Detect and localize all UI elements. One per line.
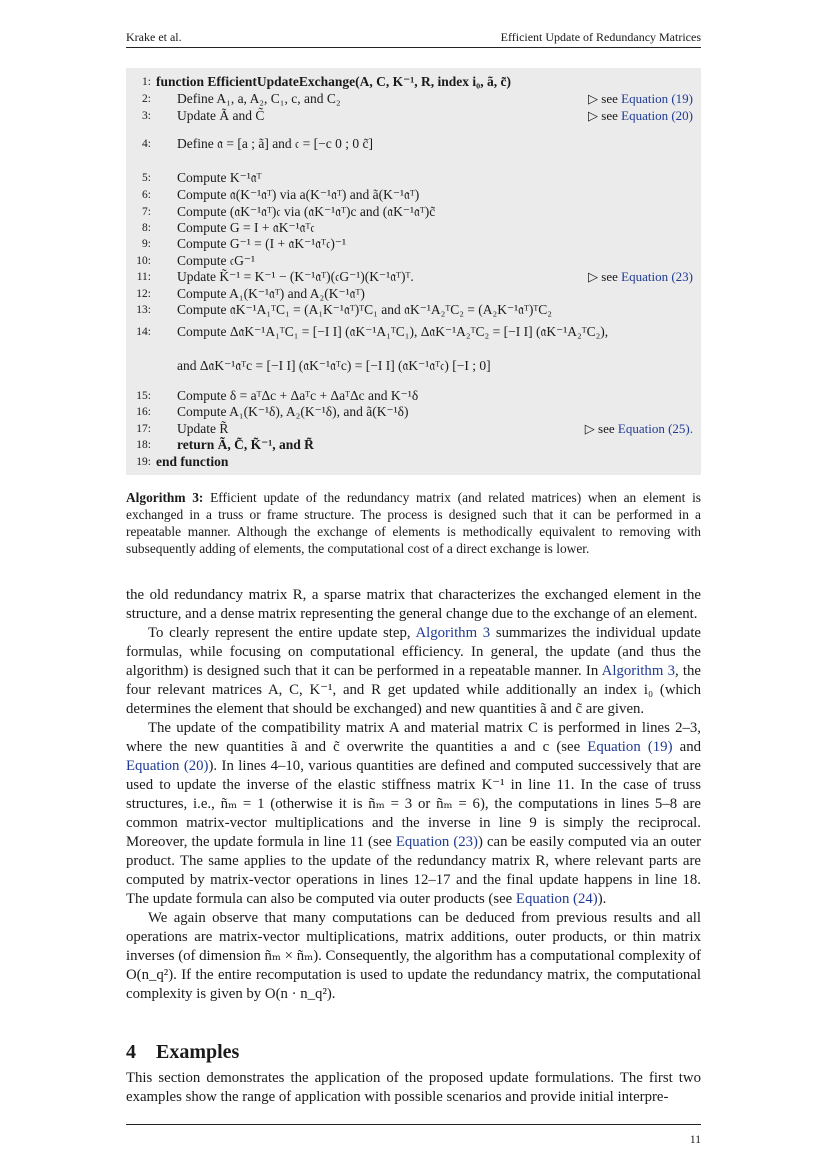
algo-line [126,236,701,252]
algorithm-box [126,68,701,475]
line-code: Compute G⁻¹ = (I + 𝔞K⁻¹𝔞ᵀ𝔠)⁻¹ [177,236,346,251]
algo-line [126,91,701,107]
algo-line [126,253,701,269]
line-code: Update R̃ [177,421,229,436]
section-number: 4 [126,1041,136,1063]
footer-rule [126,1124,701,1125]
equation-link[interactable]: Equation (25). [617,421,693,436]
algo-line [126,388,701,404]
algorithm-link[interactable]: Algorithm 3 [601,663,675,679]
running-header [126,30,701,48]
algo-line [126,421,701,437]
line-number: 16: [136,406,151,418]
algo-line [126,136,701,152]
line-code: and Δ𝔞K⁻¹𝔞ᵀc = [−I I] (𝔞K⁻¹𝔞ᵀc) = [−I I] (𝔞K⁻¹𝔞ᵀ𝔠) [−I ; 0] [177,358,491,373]
algo-line [126,220,701,236]
equation-link[interactable]: Equation (23) [621,269,693,284]
algo-line [126,358,701,374]
line-code: end function [156,454,229,469]
algo-line [126,74,701,90]
line-comment: ▷ see Equation (20) [588,108,693,123]
algo-line [126,324,701,340]
line-code: Compute (𝔞K⁻¹𝔞ᵀ)𝔠 via (𝔞K⁻¹𝔞ᵀ)c and (𝔞K⁻¹𝔞ᵀ)c̃ [177,204,436,219]
algorithm-link[interactable]: Algorithm 3 [415,625,491,641]
line-number: 5: [142,172,151,184]
line-comment: ▷ see Equation (23) [588,269,693,284]
equation-link[interactable]: Equation (20) [126,758,209,774]
algo-line [126,170,701,186]
line-comment: ▷ see Equation (25). [584,421,693,436]
line-code: Define 𝔞 = [a ; ã] and 𝔠 = [−c 0 ; 0 c̃] [177,136,374,151]
line-code: Compute 𝔠G⁻¹ [177,253,256,268]
line-code: Define A₁, a, A₂, C₁, c, and C₂ [177,91,341,106]
paragraph: the old redundancy matrix R, a sparse matrix that characterizes the exchanged element in the structure, and a dense matrix representing the general change due to the exchange of an element. [126,587,701,622]
line-code: Compute 𝔞(K⁻¹𝔞ᵀ) via a(K⁻¹𝔞ᵀ) and ã(K⁻¹𝔞ᵀ) [177,187,420,202]
line-number: 12: [136,288,151,300]
equation-link[interactable]: Equation (20) [621,108,693,123]
equation-link[interactable]: Equation (19) [621,91,693,106]
algo-line [126,187,701,203]
line-number: 15: [136,390,151,402]
line-code: Update Ã and C̃ [177,108,265,123]
header-title: Efficient Update of Redundancy Matrices [500,30,701,44]
header-authors: Krake et al. [126,30,182,44]
paragraph: The update of the compatibility matrix A and material matrix C is performed in lines 2–3, where the new quantities ã and c̃ overwrite the quantities a and c (see Equation (19) and Equation (20)). In lines 4–10, various quantities are defined and computed successively that are used to update the inverse of the elastic stiffness matrix K⁻¹ in line 11. In the case of truss structures, i.e., ñₘ = 1 (otherwise it is ñₘ = 3 or ñₘ = 6), the computations in lines 5–8 are common matrix-vector multiplications and the inverse in line 9 is simply the reciprocal. Moreover, the update formula in line 11 (see Equation (23)) can be easily computed via an outer product. The same applies to the update of the redundancy matrix R, where relevant parts are computed by matrix-vector operations in lines 12–17 and the final update happens in line 18. The update formula can also be computed via outer products (see Equation (24)). [126,720,701,907]
line-number: 13: [136,304,151,316]
line-number: 9: [142,238,151,250]
equation-link[interactable]: Equation (23) [395,834,478,850]
line-code: return Ã, C̃, K̃⁻¹, and R̃ [177,437,314,452]
line-number: 7: [142,206,151,218]
algo-line [126,404,701,420]
line-code: Compute δ = aᵀΔc + Δaᵀc + ΔaᵀΔc and K⁻¹δ [177,388,419,403]
line-number: 1: [142,76,151,88]
section-heading [126,1040,701,1064]
caption-text: Efficient update of the redundancy matrix (and related matrices) when an element is exchanged in a truss or frame structure. The process is designed such that it can be performed in a repeatable manner. Although the exchange of elements is methodically equivalent to removing with subsequently adding of elements, the computational cost of a direct exchange is lower. [126,490,701,556]
line-number: 2: [142,93,151,105]
section-text: This section demonstrates the application of the proposed update formulations. The first two examples show the range of application with possible scenarios and provide initial interpre- [126,1070,701,1105]
line-code: Compute A₁(K⁻¹𝔞ᵀ) and A₂(K⁻¹𝔞ᵀ) [177,286,365,301]
line-number: 14: [136,326,151,338]
paragraph: To clearly represent the entire update step, Algorithm 3 summarizes the individual update formulas, while focusing on computational efficiency. In general, the update (and thus the algorithm) is designed such that it can be performed in a repeatable manner. In Algorithm 3, the four relevant matrices A, C, K⁻¹, and R get updated while additionally an index i₀ (which determines the element that should be exchanged) and new quantities ã and c̃ are given. [126,625,702,717]
line-number: 6: [142,189,151,201]
line-number: 17: [136,423,151,435]
algo-line [126,204,701,220]
equation-link[interactable]: Equation (24) [515,891,598,907]
line-number: 11: [136,271,151,283]
algorithm-caption [126,489,701,557]
line-code: Compute A₁(K⁻¹δ), A₂(K⁻¹δ), and ã(K⁻¹δ) [177,404,409,419]
section-title: Examples [156,1041,240,1063]
algo-line [126,108,701,124]
caption-label: Algorithm 3: [126,490,204,505]
line-code: Compute 𝔞K⁻¹A₁ᵀC₁ = (A₁K⁻¹𝔞ᵀ)ᵀC₁ and 𝔞K⁻¹A₂ᵀC₂ = (A₂K⁻¹𝔞ᵀ)ᵀC₂ [177,302,553,317]
line-code: Compute Δ𝔞K⁻¹A₁ᵀC₁ = [−I I] (𝔞K⁻¹A₁ᵀC₁), Δ𝔞K⁻¹A₂ᵀC₂ = [−I I] (𝔞K⁻¹A₂ᵀC₂), [177,324,609,339]
line-number: 10: [136,255,151,267]
line-code: function EfficientUpdateExchange(A, C, K⁻¹, R, index i₀, ã, c̃) [156,74,511,89]
equation-link[interactable]: Equation (19) [587,739,673,755]
algo-line [126,454,701,470]
body-text [126,586,701,1004]
line-code: Update K̃⁻¹ = K⁻¹ − (K⁻¹𝔞ᵀ)(𝔠G⁻¹)(K⁻¹𝔞ᵀ)ᵀ. [177,269,414,284]
line-number: 3: [142,110,151,122]
paragraph: We again observe that many computations can be deduced from previous results and all operations are matrix-vector multiplications, matrix additions, outer products, or thin matrix inverses (of dimension ñₘ × ñₘ). Consequently, the algorithm has a computational complexity of O(n_q²). If the entire recomputation is used to update the redundancy matrix, the computational complexity is given by O(n · n_q²). [126,910,701,1002]
line-number: 8: [142,222,151,234]
line-comment: ▷ see Equation (19) [588,91,693,106]
algo-line [126,286,701,302]
line-number: 19: [136,456,151,468]
algo-line [126,269,701,285]
algo-line [126,437,701,453]
page-number: 11 [689,1134,701,1146]
line-number: 4: [142,138,151,150]
line-number: 18: [136,439,151,451]
line-code: Compute K⁻¹𝔞ᵀ [177,170,262,185]
algo-line [126,302,701,318]
line-code: Compute G = I + 𝔞K⁻¹𝔞ᵀ𝔠 [177,220,315,235]
